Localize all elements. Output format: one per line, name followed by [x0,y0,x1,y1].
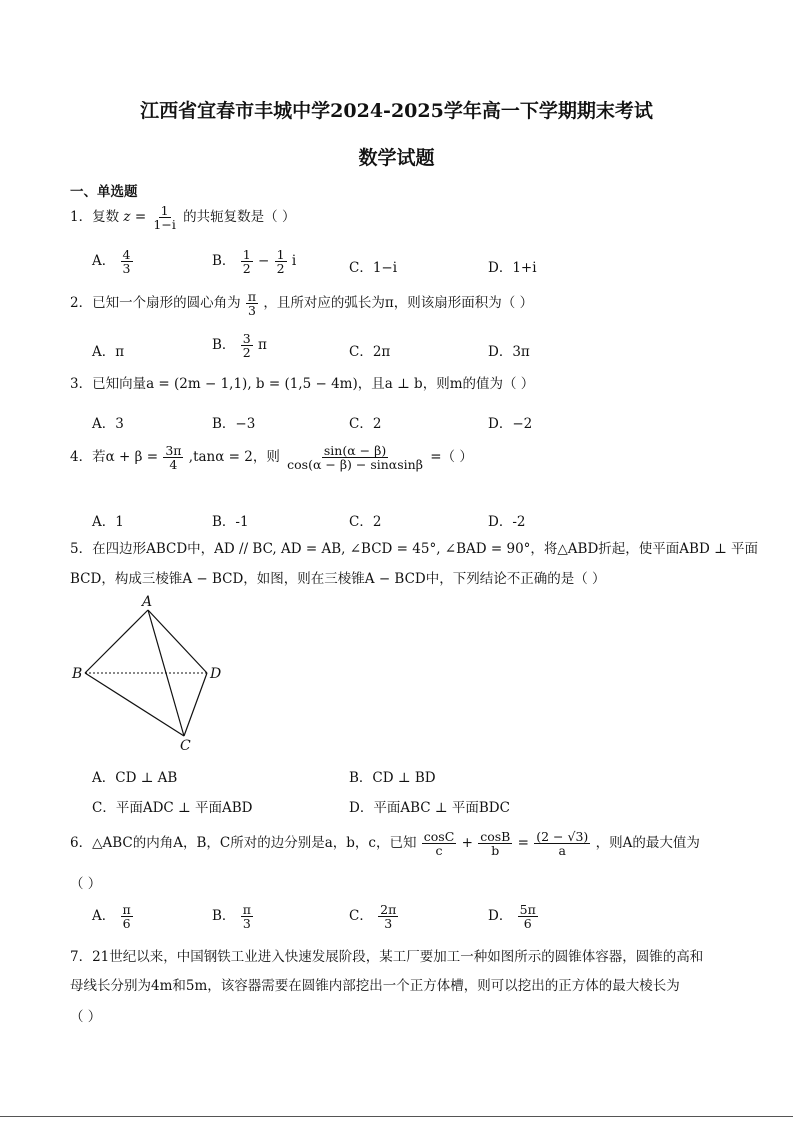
question-4-stem [70,444,473,471]
vertex-label-a: A [142,594,153,610]
vertex-label-b: B [72,666,83,682]
edge-dc [184,673,207,736]
q4-frac2-num: sin(α − β) [323,443,387,458]
q6-d-den: 6 [523,916,532,931]
q1-frac-den: 1−i [153,217,176,232]
question-3-stem: 3．已知向量a = (2m − 1,1), b = (1,5 − 4m)，且a ⊥ b，则m的值为（ ） [70,376,535,392]
q6-eq: = [517,835,529,851]
q1-b-minus: − [257,253,270,269]
q6-f2-num: cosB [480,829,511,844]
q4-prefix: 4．若α + β = [70,449,159,465]
q6-plus: + [461,835,473,851]
tetrahedron-figure [60,590,240,760]
q2-option-d: D．3π [488,344,530,360]
q2-frac-den: 3 [248,303,256,318]
q4-option-c: C．2 [349,514,382,530]
q2-b-den: 2 [242,345,251,360]
section-heading: 一、单选题 [70,184,138,200]
q1-eq: = [134,209,147,225]
vertex-label-c: C [180,738,191,754]
q2-b-label: B． [212,337,236,353]
q1-option-a [92,248,134,275]
q6-a-label: A． [92,908,116,924]
q4-option-d: D．-2 [488,514,526,530]
q1-a-label: A． [92,253,116,269]
q1-fraction [151,204,177,231]
question-5-line-2: BCD，构成三棱锥A − BCD，如图，则在三棱锥A − BCD中，下列结论不正确的是（ ） [70,571,606,587]
q6-b-label: B． [212,908,236,924]
question-5-line-1: 5．在四边形ABCD中，AD // BC, AD = AB, ∠BCD = 45°, ∠BAD = 90°，将△ABD折起，使平面ABD ⊥ 平面 [70,541,759,557]
q4-option-b: B．-1 [212,514,249,530]
q3-option-a: A．3 [92,416,124,432]
q4-frac1-num: 3π [165,443,182,458]
q5-option-c: C．平面ADC ⊥ 平面ABD [92,800,253,816]
q5-option-a: A．CD ⊥ AB [92,770,178,786]
q4-option-a: A．1 [92,514,124,530]
q1-option-d: D．1+i [488,260,537,276]
q1-b-i: i [291,253,297,269]
q4-suffix: =（ ） [430,449,473,465]
question-7-line-3: （ ） [70,1009,102,1025]
q6-c-num: 2π [380,902,397,917]
q1-option-c: C．1−i [349,260,398,276]
q6-f1-num: cosC [423,829,455,844]
q1-b-den2: 2 [276,261,285,276]
q6-c-label: C． [349,908,373,924]
q1-b-num2: 1 [276,247,285,262]
q6-suffix: ，则A的最大值为 [595,835,700,851]
q4-mid: ,tanα = 2，则 [188,449,280,465]
q6-b-den: 3 [242,916,251,931]
q5-option-d: D．平面ABC ⊥ 平面BDC [349,800,510,816]
q2-frac-num: π [247,289,257,304]
q1-a-den: 3 [122,261,131,276]
q6-f3-den: a [558,843,566,858]
q6-a-den: 6 [122,916,131,931]
question-7-line-1: 7．21世纪以来，中国钢铁工业进入快速发展阶段，某工厂要加工一种如图所示的圆锥体容器，圆锥的高和 [70,949,704,965]
q4-frac1-den: 4 [169,457,178,472]
q3-option-d: D．−2 [488,416,533,432]
question-1-stem [70,204,295,231]
q3-option-c: C．2 [349,416,382,432]
q2-suffix: ，且所对应的弧长为π，则该扇形面积为（ ） [263,295,534,311]
q6-answer-paren: （ ） [70,876,102,892]
q2-prefix: 2．已知一个扇形的圆心角为 [70,295,241,311]
q6-a-num: π [122,902,131,917]
q6-prefix: 6．△ABC的内角A，B，C所对的边分别是a，b，c，已知 [70,835,417,851]
q6-b-num: π [242,902,251,917]
q6-f2-den: b [491,843,500,858]
question-7-line-2: 母线长分别为4m和5m，该容器需要在圆锥内部挖出一个正方体槽，则可以挖出的正方体的最大棱长为 [70,978,680,994]
q6-d-num: 5π [519,902,536,917]
page-subtitle: 数学试题 [358,147,435,169]
question-6-stem [70,830,700,857]
q1-prefix: 1．复数 [70,209,120,225]
q6-option-a [92,903,134,930]
q6-option-b [212,903,254,930]
q1-b-num1: 1 [242,247,251,262]
q1-option-b [212,248,296,275]
q2-b-num: 3 [242,331,251,346]
q6-c-den: 3 [384,916,393,931]
page-bottom-rule [0,1116,793,1117]
q6-f1-den: c [435,843,443,858]
q2-b-pi: π [257,337,267,353]
q2-option-a: A．π [92,344,125,360]
q1-z: z [123,209,131,225]
q1-suffix: 的共轭复数是（ ） [183,209,296,225]
q2-option-c: C．2π [349,344,391,360]
q1-b-den1: 2 [242,261,251,276]
q5-option-b: B．CD ⊥ BD [349,770,436,786]
q1-b-label: B． [212,253,236,269]
q3-option-b: B．−3 [212,416,256,432]
q4-frac2-den: cos(α − β) − sinαsinβ [287,457,423,472]
edge-ab [85,610,148,673]
q6-f3-num: (2 − √3) [536,829,589,844]
q6-option-d [488,903,539,930]
q1-frac-num: 1 [160,203,169,218]
q6-d-label: D． [488,908,513,924]
q6-option-c [349,903,399,930]
page-title: 江西省宜春市丰城中学2024-2025学年高一下学期期末考试 [140,100,653,122]
q1-a-num: 4 [122,247,131,262]
vertex-label-d: D [210,666,222,682]
question-2-stem [70,290,533,317]
q2-option-b [212,332,267,359]
